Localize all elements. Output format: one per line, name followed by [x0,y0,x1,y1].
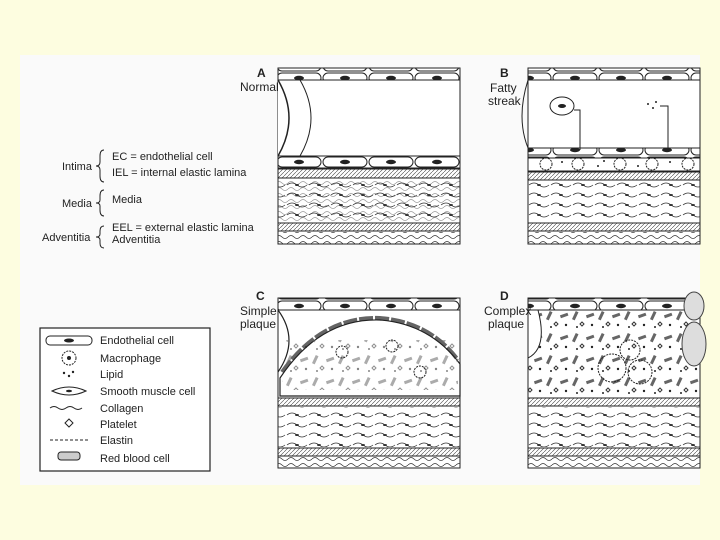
panel-d-title-1: Complex [484,304,532,318]
legend-lipid: Lipid [100,369,124,381]
panel-b-letter: B [500,66,509,80]
legend-smooth-muscle-cell: Smooth muscle cell [100,386,196,398]
panel-b-title-1: Fatty [490,81,517,95]
eel-a [278,223,460,231]
panel-b [488,66,700,244]
layer-labels [42,150,255,248]
red-blood-cell-icon [58,452,80,460]
panel-d [484,289,706,468]
panel-a-title: Normal [240,80,279,94]
panel-c-title-1: Simple [240,304,277,318]
legend-elastin: Elastin [100,435,134,447]
panel-c-letter: C [256,289,265,303]
panel-a [240,66,460,244]
endothelial-cell-icon [46,336,92,345]
panel-a-letter: A [257,66,266,80]
fatty-streak-layer [528,158,700,171]
media-label: Media [62,198,92,210]
ec-label: EC = endothelial cell [112,151,213,163]
iel-a [278,169,460,178]
panel-b-title-2: streak [488,94,521,108]
panel-d-title-2: plaque [488,317,525,331]
endothelium-top-a [278,68,460,80]
adventitia-a [278,232,460,244]
adventitia-left-label: Adventitia [42,232,91,244]
panel-c [240,289,460,468]
legend-platelet: Platelet [100,419,137,431]
legend-endothelial-cell: Endothelial cell [100,335,174,347]
endothelium-bottom-a [278,156,460,168]
media-right-label: Media [112,194,142,206]
intima-label: Intima [62,161,92,173]
adventitia-right-label: Adventitia [112,234,161,246]
legend [40,328,210,471]
legend-collagen: Collagen [100,403,144,415]
eel-label: EEL = external elastic lamina [112,222,254,234]
panel-d-letter: D [500,289,509,303]
legend-red-blood-cell: Red blood cell [100,453,170,465]
legend-macrophage: Macrophage [100,353,162,365]
panel-c-title-2: plaque [240,317,277,331]
iel-label: IEL = internal elastic lamina [112,167,247,179]
